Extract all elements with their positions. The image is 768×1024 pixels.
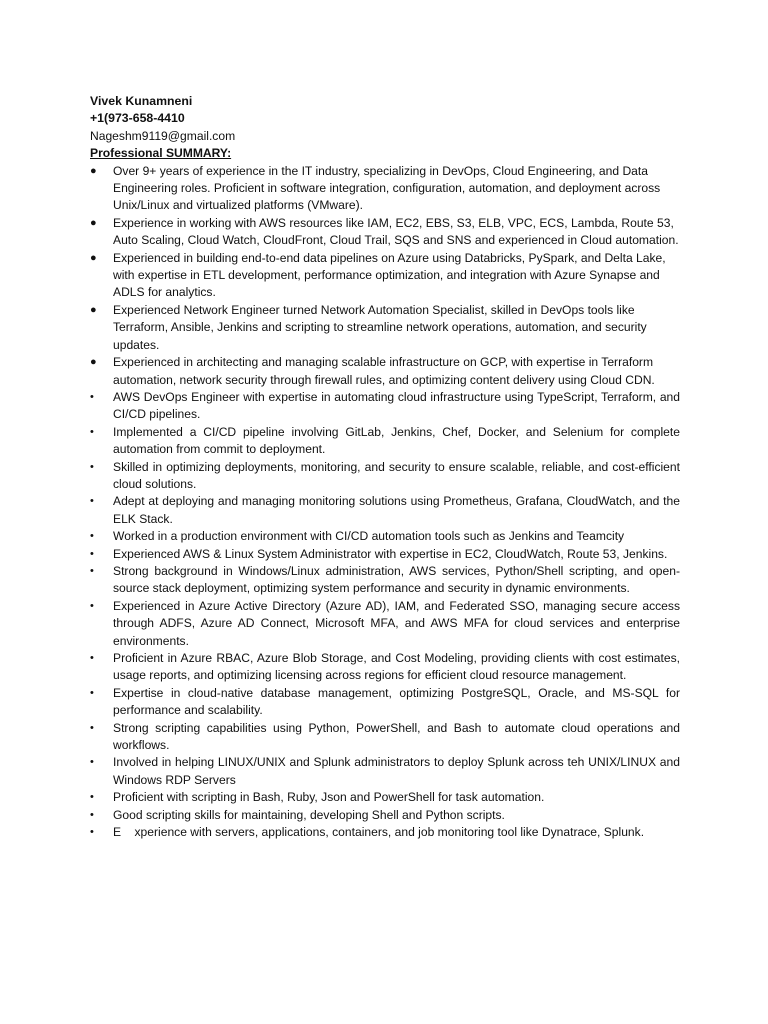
list-item-text: Experienced Network Engineer turned Network Automation Specialist, skilled in DevOps tools like Terraform, Ansible, Jenkins and scripting to streamline network operations, automation, and security updates. [113,302,647,352]
list-item-text: Worked in a production environment with CI/CD automation tools such as Jenkins and Teamcity [113,529,625,544]
list-item-text: Strong background in Windows/Linux administration, AWS services, Python/Shell scripting, and open-source stack deployment, optimizing system performance and security in dynamic environments. [113,563,680,596]
bullet-icon: ● [90,251,97,264]
list-item [90,250,680,302]
bullet-icon: • [90,547,94,560]
bullet-icon: • [90,652,94,664]
summary-list [90,163,680,842]
bullet-icon: • [90,425,94,438]
list-item-text: Proficient in Azure RBAC, Azure Blob Storage, and Cost Modeling, providing clients with cost estimates, usage reports, and optimizing licensing across regions for efficient cloud resource management. [113,651,680,683]
list-item-text: Experienced AWS & Linux System Administrator with expertise in EC2, CloudWatch, Route 53, Jenkins. [113,546,668,561]
bullet-icon: • [90,390,94,403]
list-item [90,493,680,528]
list-item [90,302,680,354]
section-title: Professional SUMMARY: [90,146,232,161]
list-item-text: Skilled in optimizing deployments, monitoring, and security to ensure scalable, reliable, and cost-efficient cloud solutions. [113,459,680,491]
list-item [90,720,680,755]
list-item-text: AWS DevOps Engineer with expertise in automating cloud infrastructure using TypeScript, Terraform, and CI/CD pipelines. [113,389,680,422]
bullet-icon: • [90,599,94,612]
list-item [90,824,680,841]
list-item-text: Experienced in architecting and managing scalable infrastructure on GCP, with expertise in Terraform automation, network security through firewall rules, and optimizing content delivery using Cloud CDN. [113,355,655,387]
list-item [90,459,680,494]
bullet-icon: • [90,495,94,508]
bullet-icon: • [90,808,94,821]
candidate-email: Nageshm9119@gmail.com [90,128,236,143]
resume-content [90,93,680,841]
list-item [90,789,680,806]
list-item [90,563,680,598]
bullet-icon: ● [90,216,97,229]
list-item-text: Expertise in cloud-native database management, optimizing PostgreSQL, Oracle, and MS-SQL for performance and scalability. [113,685,680,718]
candidate-phone: +1(973-658-4410 [90,111,185,126]
bullet-icon: • [90,826,94,839]
list-item-text: Good scripting skills for maintaining, developing Shell and Python scripts. [113,807,505,822]
bullet-icon: • [90,791,94,804]
list-item [90,424,680,459]
list-item-text: Experienced in building end-to-end data pipelines on Azure using Databricks, PySpark, and Delta Lake, with expertise in ETL development, performance optimization, and integration with Azure Synapse and ADLS for analytics. [113,250,666,300]
list-item-text: Adept at deploying and managing monitoring solutions using Prometheus, Grafana, CloudWatch, and the ELK Stack. [113,494,680,526]
bullet-icon: • [90,564,94,577]
list-item [90,354,680,389]
bullet-icon: • [90,530,94,543]
bullet-icon: ● [90,164,97,177]
list-item-text: E xperience with servers, applications, containers, and job monitoring tool like Dynatrace, Splunk. [113,825,645,840]
list-item-text: Experienced in Azure Active Directory (Azure AD), IAM, and Federated SSO, managing secure access through ADFS, Azure AD Connect, Microsoft MFA, and AWS MFA for cloud services and enterprise environments. [113,598,680,648]
list-item [90,163,680,215]
list-item-text: Strong scripting capabilities using Python, PowerShell, and Bash to automate cloud operations and workflows. [113,720,680,753]
bullet-icon: • [90,721,94,734]
bullet-icon: ● [90,303,97,316]
list-item [90,650,680,685]
list-item [90,528,680,545]
list-item-text: Implemented a CI/CD pipeline involving GitLab, Jenkins, Chef, Docker, and Selenium for complete automation from commit to deployment. [113,424,680,457]
candidate-name: Vivek Kunamneni [90,94,193,108]
bullet-icon: • [90,460,94,473]
list-item-text: Over 9+ years of experience in the IT industry, specializing in DevOps, Cloud Engineering, and Data Engineering roles. Proficient in software integration, configuration, automation, and deployment across Unix/Linux and virtualized platforms (VMware). [113,163,661,213]
list-item [90,389,680,424]
list-item-text: Involved in helping LINUX/UNIX and Splunk administrators to deploy Splunk across teh UNIX/LINUX and Windows RDP Servers [113,755,680,787]
bullet-icon: • [90,756,94,769]
list-item [90,546,680,563]
bullet-icon: • [90,686,94,699]
list-item [90,685,680,720]
list-item [90,754,680,789]
list-item [90,215,680,250]
list-item [90,807,680,824]
bullet-icon: ● [90,356,97,369]
list-item-text: Proficient with scripting in Bash, Ruby, Json and PowerShell for task automation. [113,790,545,805]
list-item [90,598,680,650]
list-item-text: Experience in working with AWS resources like IAM, EC2, EBS, S3, ELB, VPC, ECS, Lambda, Route 53, Auto Scaling, Cloud Watch, CloudFront, Cloud Trail, SQS and SNS and experienced in Cloud automation. [113,215,679,248]
